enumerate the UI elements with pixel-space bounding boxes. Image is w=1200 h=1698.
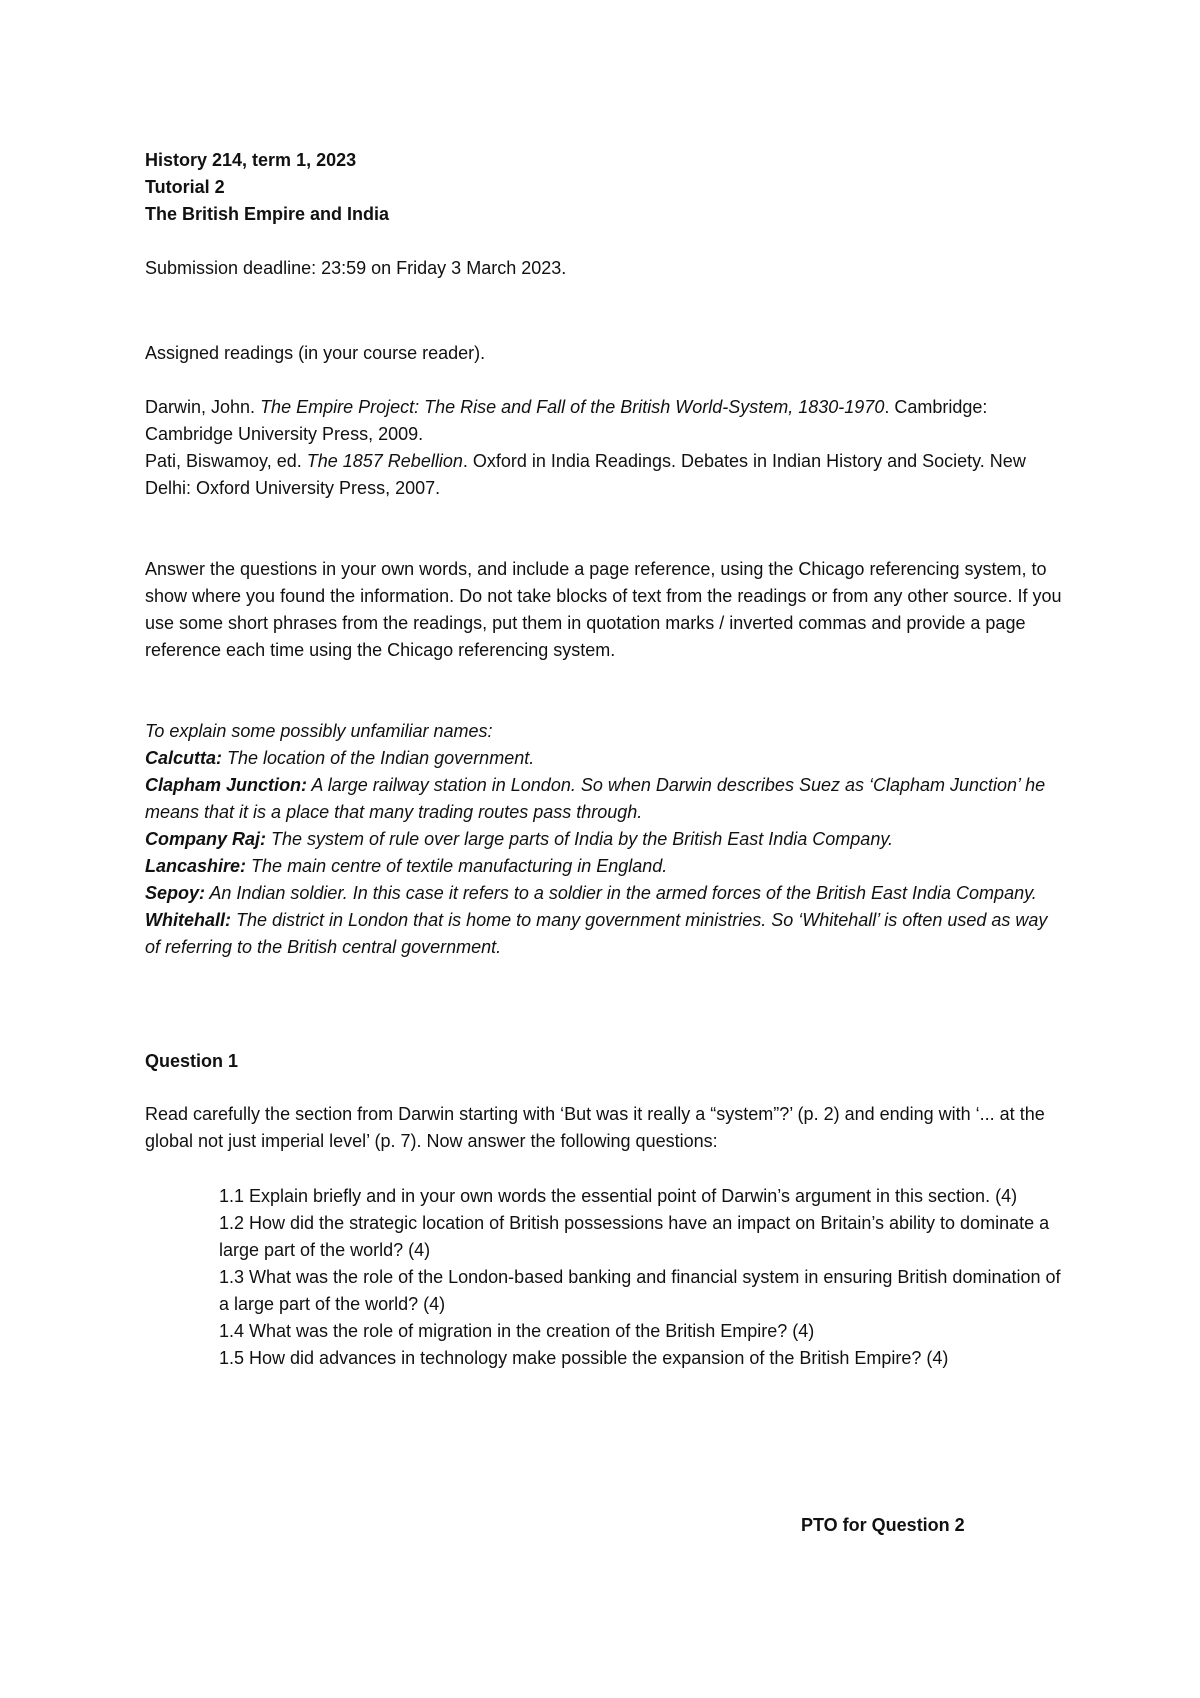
glossary-item-calcutta [145,745,1065,772]
instructions-text: Answer the questions in your own words, and include a page reference, using the Chicago referencing system, to show where you found the information. Do not take blocks of text from the readings or from any other source. If you use some short phrases from the readings, put them in quotation marks / inverted commas and provide a page reference each time using the Chicago referencing system. [145,559,1062,660]
submission-deadline [145,255,1065,282]
glossary-definition: The system of rule over large parts of India by the British East India Company. [266,829,893,849]
reading-pati-rest: . Oxford in India Readings. Debates in Indian History and Society. New Delhi: Oxford University Press, 2007. [145,451,1026,498]
question-1-intro-block [145,1101,1065,1155]
glossary-term: Whitehall: [145,910,231,930]
reading-pati-title: The 1857 Rebellion [306,451,463,471]
pto-note: PTO for Question 2 [801,1515,965,1535]
question-1-subquestions [219,1183,1069,1372]
subquestion-1-1: 1.1 Explain briefly and in your own words the essential point of Darwin’s argument in this section. (4) [219,1186,1018,1206]
question-1-intro: Read carefully the section from Darwin starting with ‘But was it really a “system”?’ (p. 2) and ending with ‘... at the global not just imperial level’ (p. 7). Now answer the following questions: [145,1104,1045,1151]
glossary-item-sepoy [145,880,1065,907]
reading-list [145,394,1065,502]
readings-heading-block [145,340,1065,367]
reading-darwin-title: The Empire Project: The Rise and Fall of the British World-System, 1830-1970 [260,397,885,417]
deadline-text: Submission deadline: 23:59 on Friday 3 March 2023. [145,258,567,278]
reading-pati [145,448,1065,502]
glossary-definition: The main centre of textile manufacturing in England. [246,856,668,876]
readings-heading: Assigned readings (in your course reader). [145,343,486,363]
document-title: The British Empire and India [145,204,390,224]
reading-darwin-author: Darwin, John. [145,397,261,417]
reading-pati-author: Pati, Biswamoy, ed. [145,451,307,471]
tutorial-line: Tutorial 2 [145,177,225,197]
glossary-term: Sepoy: [145,883,206,903]
subquestion-1-5: 1.5 How did advances in technology make possible the expansion of the British Empire? (4) [219,1348,949,1368]
reading-darwin [145,394,1065,448]
question-1-heading-block [145,1048,1065,1075]
subquestion-1-3: 1.3 What was the role of the London-based banking and financial system in ensuring British domination of a large part of the world? (4) [219,1267,1061,1314]
glossary-definition: A large railway station in London. So when Darwin describes Suez as ‘Clapham Junction’ he means that it is a place that many trading routes pass through. [145,775,1046,822]
question-1-title: Question 1 [145,1051,239,1071]
instructions-paragraph [145,556,1065,664]
glossary-term: Lancashire: [145,856,247,876]
glossary-term: Calcutta: [145,748,223,768]
glossary-item-lancashire [145,853,1065,880]
glossary-definition: The district in London that is home to many government ministries. So ‘Whitehall’ is often used as way of referring to the British central government. [145,910,1048,957]
glossary-term: Clapham Junction: [145,775,308,795]
glossary-item-clapham-junction [145,772,1065,826]
glossary-item-company-raj [145,826,1065,853]
course-line: History 214, term 1, 2023 [145,150,357,170]
glossary-definition: An Indian soldier. In this case it refers to a soldier in the armed forces of the British East India Company. [205,883,1037,903]
glossary-term: Company Raj: [145,829,267,849]
subquestion-1-2: 1.2 How did the strategic location of British possessions have an impact on Britain’s ability to dominate a large part of the world? (4) [219,1213,1050,1260]
glossary-definition: The location of the Indian government. [222,748,535,768]
glossary-intro: To explain some possibly unfamiliar names: [145,721,493,741]
subquestion-1-4: 1.4 What was the role of migration in the creation of the British Empire? (4) [219,1321,815,1341]
glossary [145,718,1065,961]
document-header [145,147,1065,228]
glossary-item-whitehall [145,907,1065,961]
reading-darwin-rest: . Cambridge: Cambridge University Press, 2009. [145,397,988,444]
